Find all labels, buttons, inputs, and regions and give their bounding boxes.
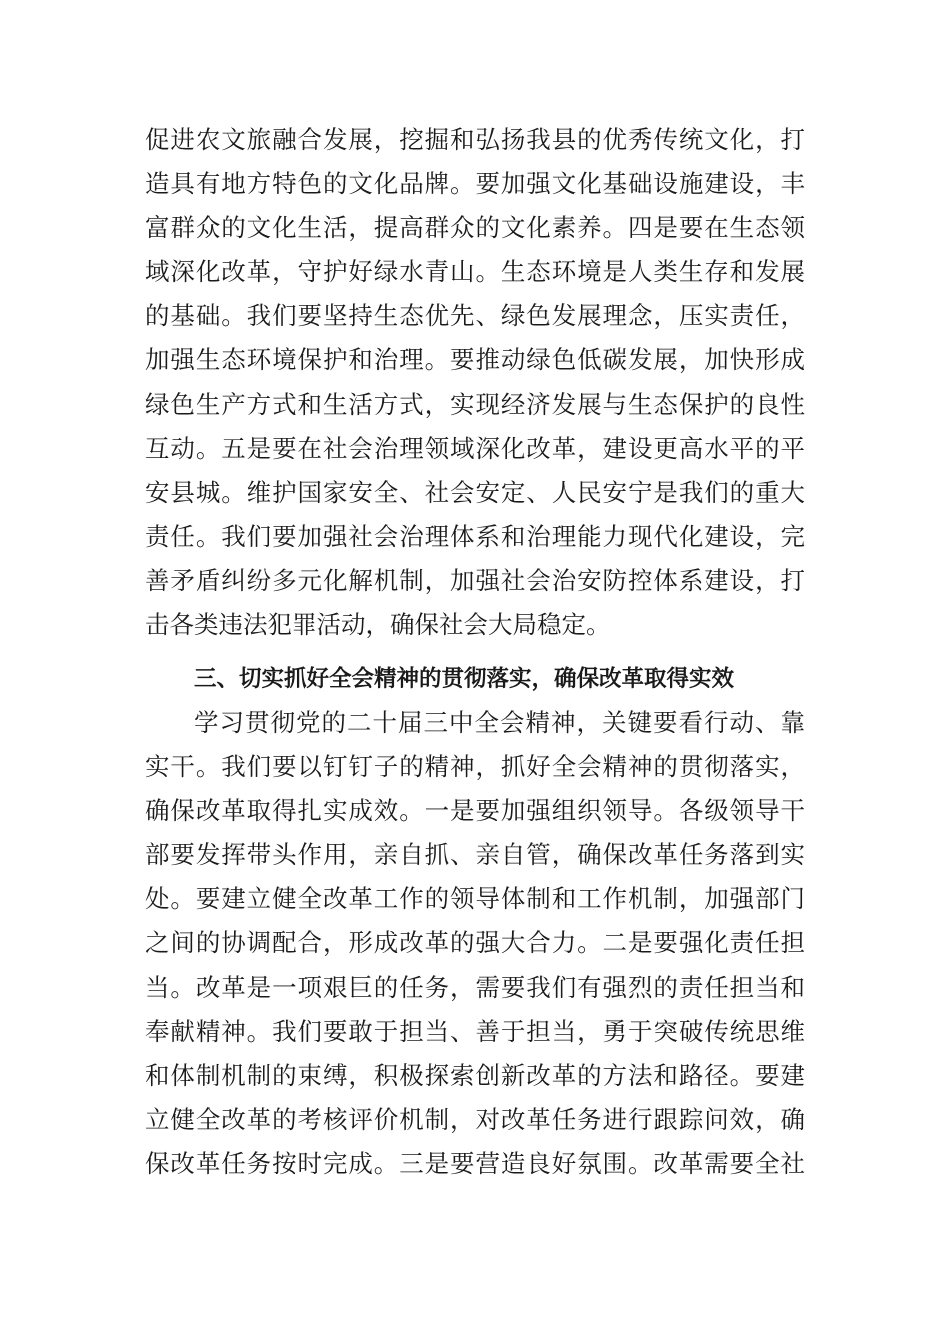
paragraph-line: 和体制机制的束缚，积极探索创新改革的方法和路径。要建 — [145, 1060, 805, 1090]
paragraph-line: 富群众的文化生活，提高群众的文化素养。四是要在生态领 — [145, 213, 805, 243]
paragraph-line: 促进农文旅融合发展，挖掘和弘扬我县的优秀传统文化，打 — [145, 125, 805, 154]
paragraph-line: 安县城。维护国家安全、社会安定、人民安宁是我们的重大 — [145, 477, 805, 507]
paragraph-line: 处。要建立健全改革工作的领导体制和工作机制，加强部门 — [145, 884, 805, 914]
paragraph-line: 实干。我们要以钉钉子的精神，抓好全会精神的贯彻落实， — [145, 752, 805, 782]
paragraph-line: 保改革任务按时完成。三是要营造良好氛围。改革需要全社 — [145, 1148, 805, 1178]
paragraph-line: 加强生态环境保护和治理。要推动绿色低碳发展，加快形成 — [145, 345, 805, 375]
paragraph-line: 奉献精神。我们要敢于担当、善于担当，勇于突破传统思维 — [145, 1016, 805, 1046]
paragraph-line: 绿色生产方式和生活方式，实现经济发展与生态保护的良性 — [145, 389, 805, 419]
paragraph-line: 确保改革取得扎实成效。一是要加强组织领导。各级领导干 — [145, 796, 805, 826]
paragraph-line: 部要发挥带头作用，亲自抓、亲自管，确保改革任务落到实 — [145, 840, 805, 870]
paragraph-line: 的基础。我们要坚持生态优先、绿色发展理念，压实责任， — [145, 301, 805, 331]
paragraph-line: 域深化改革，守护好绿水青山。生态环境是人类生存和发展 — [145, 257, 805, 287]
paragraph-line: 责任。我们要加强社会治理体系和治理能力现代化建设，完 — [145, 521, 805, 551]
paragraph-line: 击各类违法犯罪活动，确保社会大局稳定。 — [145, 610, 611, 640]
paragraph-line: 互动。五是要在社会治理领域深化改革，建设更高水平的平 — [145, 433, 805, 463]
paragraph-line: 立健全改革的考核评价机制，对改革任务进行跟踪问效，确 — [145, 1104, 805, 1134]
paragraph-line: 造具有地方特色的文化品牌。要加强文化基础设施建设，丰 — [145, 169, 805, 199]
paragraph-line: 学习贯彻党的二十届三中全会精神，关键要看行动、靠 — [194, 708, 805, 737]
section-heading: 三、切实抓好全会精神的贯彻落实，确保改革取得实效 — [194, 666, 735, 692]
paragraph-implementation — [145, 701, 805, 1186]
paragraph-line: 当。改革是一项艰巨的任务，需要我们有强烈的责任担当和 — [145, 972, 805, 1002]
paragraph-line: 之间的协调配合，形成改革的强大合力。二是要强化责任担 — [145, 928, 805, 958]
paragraph-line: 善矛盾纠纷多元化解机制，加强社会治安防控体系建设，打 — [145, 565, 805, 595]
paragraph-culture-ecology-governance — [145, 118, 805, 647]
